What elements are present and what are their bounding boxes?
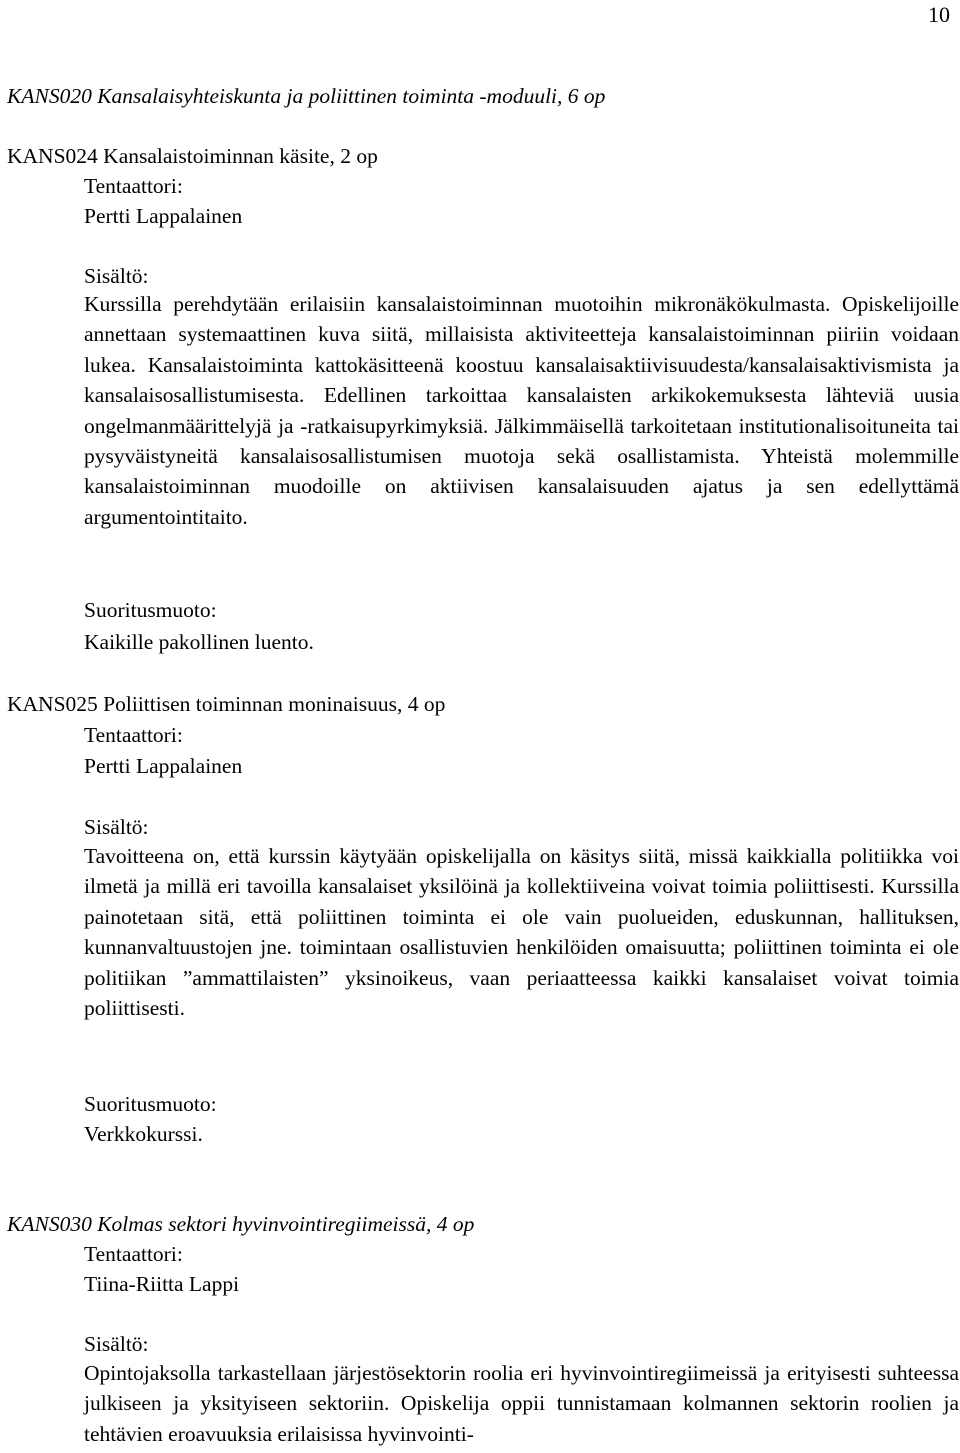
examiner-label: Tentaattori: xyxy=(84,723,183,747)
module-heading: KANS020 Kansalaisyhteiskunta ja poliittinen toiminta -moduuli, 6 op xyxy=(7,84,606,108)
content-label: Sisältö: xyxy=(84,1332,149,1356)
completion-label: Suoritusmuoto: xyxy=(84,1092,217,1116)
completion-text: Kaikille pakollinen luento. xyxy=(84,630,314,654)
course-title: KANS030 Kolmas sektori hyvinvointiregiimeissä, 4 op xyxy=(7,1212,475,1236)
content-paragraph: Tavoitteena on, että kurssin käytyään opiskelijalla on käsitys siitä, missä kaikkialla politiikka voi ilmetä ja millä eri tavoilla kansalaiset yksilöinä ja kollektiiveina voivat toimia poliittisesti. Kurssilla painotetaan sitä, että poliittinen toiminta ei ole vain puolueiden, eduskunnan, hallituksen, kunnanvaltuustojen jne. toimintaan osallistuvien henkilöiden omaisuutta; poliittinen toiminta ei ole politiikan ”ammattilaisten” yksinoikeus, vaan periaatteessa kaikki kansalaiset voivat toimia poliittisesti. xyxy=(84,844,959,1021)
examiner-name: Pertti Lappalainen xyxy=(84,754,243,778)
examiner-label: Tentaattori: xyxy=(84,1242,183,1266)
examiner-label: Tentaattori: xyxy=(84,174,183,198)
course-title: KANS025 Poliittisen toiminnan moninaisuus, 4 op xyxy=(7,692,446,716)
content-paragraph: Opintojaksolla tarkastellaan järjestösektorin roolia eri hyvinvointiregiimeissä ja erityisesti suhteessa julkiseen ja yksityiseen sektoriin. Opiskelija oppii tunnistamaan kolmannen sektorin roolien ja tehtävien eroavuuksia erilaisissa hyvinvointi- xyxy=(84,1361,959,1446)
content-label: Sisältö: xyxy=(84,264,149,288)
content-label: Sisältö: xyxy=(84,815,149,839)
page-number: 10 xyxy=(928,2,950,27)
completion-label: Suoritusmuoto: xyxy=(84,598,217,622)
examiner-name: Tiina-Riitta Lappi xyxy=(84,1272,240,1296)
examiner-name: Pertti Lappalainen xyxy=(84,204,243,228)
content-paragraph: Kurssilla perehdytään erilaisiin kansalaistoiminnan muotoihin mikronäkökulmasta. Opiskelijoille annettaan systemaattinen kuva siitä, millaisista aktiviteetteja kansalaistoiminnan piiriin voidaan lukea. Kansalaistoiminta kattokäsitteenä koostuu kansalaisaktiivisuudesta/kansalaisaktivismista ja kansalaisosallistumisesta. Edellinen tarkoittaa kansalaisten arkikokemuksesta lähteviä uusia ongelmanmäärittelyjä ja -ratkaisupyrkimyksiä. Jälkimmäisellä tarkoitetaan institutionalisoituneita tai pysyväistyneitä kansalaisosallistumisen muotoja sekä osallistamista. Yhteistä molemmille kansalaistoiminnan muodoille on aktiivisen kansalaisuuden ajatus ja sen edellyttämä argumentointitaito. xyxy=(84,292,959,529)
completion-text: Verkkokurssi. xyxy=(84,1122,203,1146)
course-title: KANS024 Kansalaistoiminnan käsite, 2 op xyxy=(7,144,378,168)
